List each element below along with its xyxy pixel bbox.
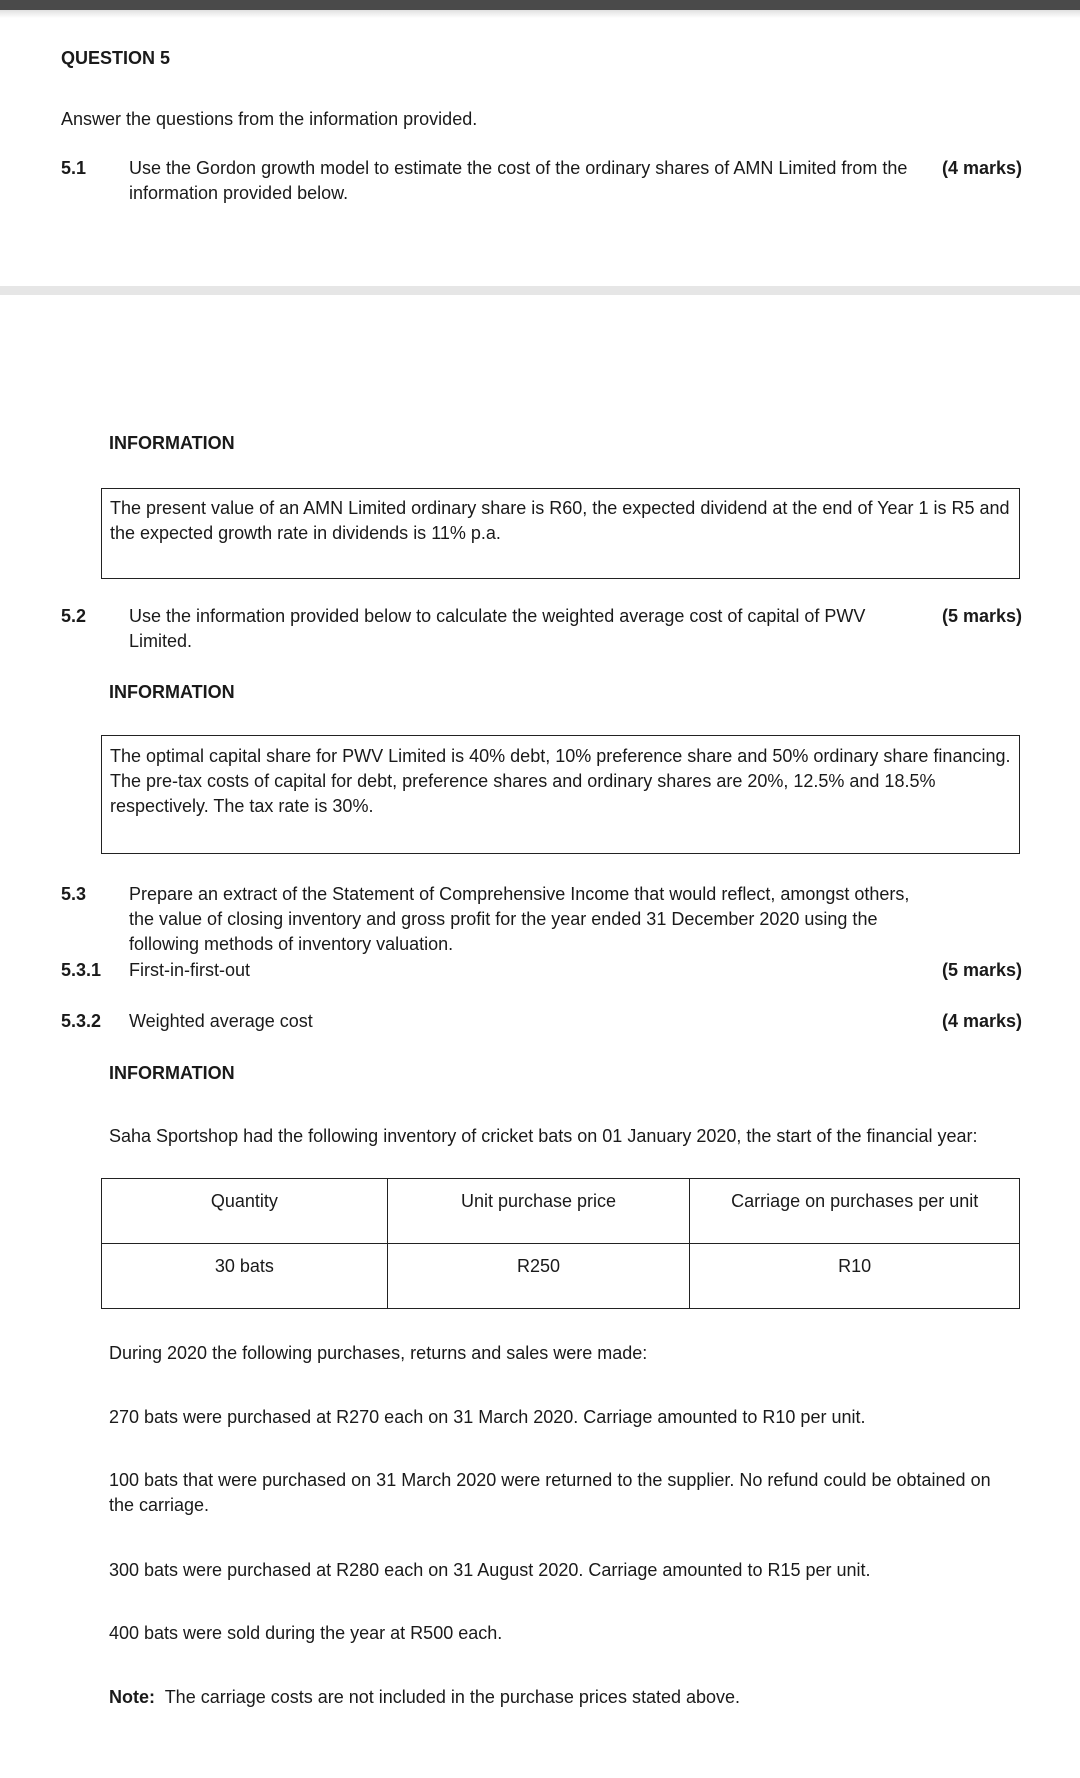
q51-info-text: The present value of an AMN Limited ordinary share is R60, the expected dividend at the end of Year 1 is R5 and the expected growth rate in dividends is 11% p.a. [110, 498, 1010, 543]
table-header-cell: Unit purchase price [387, 1179, 690, 1244]
inventory-table [101, 1178, 1020, 1309]
table-cell: R10 [690, 1244, 1020, 1309]
q53-text-line2: the value of closing inventory and gross profit for the year ended 31 December 2020 using the [129, 909, 878, 929]
section-divider [0, 286, 1080, 295]
intro-text: Answer the questions from the information provided. [61, 109, 478, 129]
table-header-cell: Carriage on purchases per unit [690, 1179, 1020, 1244]
q531-marks: (5 marks) [942, 960, 1023, 980]
q53-info-heading: INFORMATION [109, 1063, 235, 1083]
q53-number: 5.3 [61, 884, 87, 904]
q52-marks: (5 marks) [942, 606, 1023, 626]
q52-info-box [101, 735, 1020, 854]
event-item: 270 bats were purchased at R270 each on 31 March 2020. Carriage amounted to R10 per unit. [109, 1407, 866, 1427]
q531-text: First-in-first-out [129, 960, 250, 980]
table-header-row [102, 1179, 1020, 1244]
note-text: The carriage costs are not included in the purchase prices stated above. [164, 1687, 741, 1707]
top-shadow [0, 10, 1080, 18]
top-bar [0, 0, 1080, 10]
q53-text-line3: following methods of inventory valuation. [129, 934, 454, 954]
q52-text: Use the information provided below to calculate the weighted average cost of capital of PWV Limited. [129, 606, 866, 651]
event-item: 400 bats were sold during the year at R500 each. [109, 1623, 503, 1643]
q51-info-box [101, 488, 1020, 579]
q52-info-text: The optimal capital share for PWV Limited is 40% debt, 10% preference share and 50% ordinary share financing. The pre-tax costs of capital for debt, preference shares and ordinary shares are 20%, 12.5% and 18.5% respectively. The tax rate is 30%. [110, 746, 1011, 816]
q53-opening-text: Saha Sportshop had the following inventory of cricket bats on 01 January 2020, the start of the financial year: [109, 1126, 978, 1146]
q52-number: 5.2 [61, 606, 87, 626]
event-item: 100 bats that were purchased on 31 March 2020 were returned to the supplier. No refund could be obtained on the carriage. [109, 1470, 991, 1515]
table-cell: 30 bats [102, 1244, 388, 1309]
during-text: During 2020 the following purchases, returns and sales were made: [109, 1343, 648, 1363]
q53-text-line1: Prepare an extract of the Statement of Comprehensive Income that would reflect, amongst others, [129, 884, 910, 904]
table-header-cell: Quantity [102, 1179, 388, 1244]
q51-text: Use the Gordon growth model to estimate the cost of the ordinary shares of AMN Limited from the information provided below. [129, 158, 908, 203]
note [109, 1685, 740, 1710]
table-cell: R250 [387, 1244, 690, 1309]
q51-info-heading: INFORMATION [109, 433, 235, 453]
table-row [102, 1244, 1020, 1309]
event-item: 300 bats were purchased at R280 each on 31 August 2020. Carriage amounted to R15 per unit. [109, 1560, 871, 1580]
note-label: Note: [109, 1687, 155, 1707]
q532-number: 5.3.2 [61, 1011, 102, 1031]
q532-text: Weighted average cost [129, 1011, 313, 1031]
q532-marks: (4 marks) [942, 1011, 1023, 1031]
q52-info-heading: INFORMATION [109, 682, 235, 702]
q51-number: 5.1 [61, 158, 87, 178]
question-heading: QUESTION 5 [61, 48, 171, 68]
q51-marks: (4 marks) [942, 158, 1023, 178]
q531-number: 5.3.1 [61, 960, 102, 980]
